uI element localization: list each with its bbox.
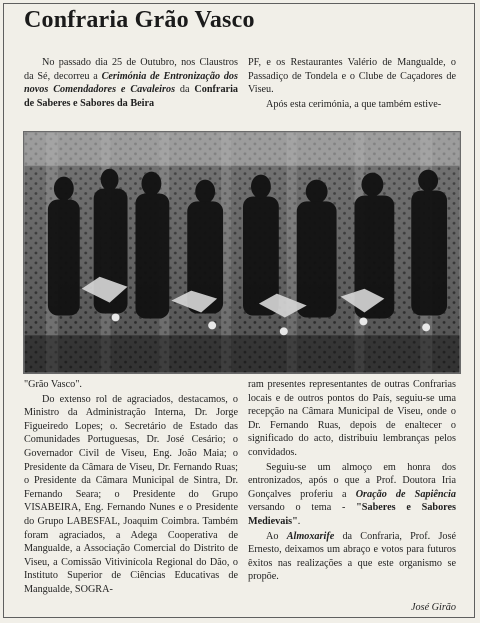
body-right-paragraph-2-middle: versando o tema -	[248, 502, 357, 514]
body-left-column	[24, 378, 238, 597]
body-right-column	[248, 378, 456, 584]
intro-left-connector: da	[175, 84, 195, 96]
body-left-paragraph-1: "Grão Vasco".	[24, 379, 82, 390]
body-right-paragraph-1: ram presentes representantes de outras Confrarias locais e de outros pontos do País, seguiu-se uma recepção na Câmara Municipal de Viseu, onde o Dr. Fernando Ruas, depois de enaltecer o significado do acto, distribuiu lembranças pelos convidados.	[248, 379, 456, 458]
intro-left-text: No passado dia 25 de Outubro, nos Claustros da Sé, decorreu a	[24, 57, 238, 82]
organization-name: Confraria de Saberes e Sabores da Beira	[24, 84, 238, 109]
ceremony-photo	[23, 131, 461, 374]
body-right-paragraph-2	[248, 461, 456, 529]
intro-left-column	[24, 56, 238, 110]
article-headline: Confraria Grão Vasco	[24, 7, 255, 33]
body-right-paragraph-3-end: da Confraria, Prof. José Ernesto, deixamos um abraço e votos para futuros êxitos nas realizações a que este organismo se propõe.	[248, 530, 456, 583]
oration-title: Oração de Sapiência	[355, 488, 456, 500]
intro-right-column	[248, 56, 456, 111]
article-signature: José Girão	[411, 602, 456, 613]
body-right-paragraph-3	[248, 530, 456, 584]
body-right-paragraph-2-start: Seguiu-se um almoço em honra dos entronizados, após o que a Prof. Doutora Iria Gonçalves proferiu a	[248, 461, 456, 500]
body-right-paragraph-2-end: .	[297, 515, 301, 527]
ceremony-photo-art	[24, 132, 460, 373]
ceremony-title: Cerimónia de Entronização dos novos Comendadores e Cavaleiros	[24, 70, 238, 96]
intro-left-paragraph	[24, 56, 238, 110]
body-left-paragraph-2: Do extenso rol de agraciados, destacamos, o Ministro da Administração Interna, Dr. Jorge Figueiredo Lopes; o. Secretário de Estado das Comunidades Portuguesas, Dr. José Cesário; o Governador Civil de Viseu, Eng. João Maia; o Presidente da Câmara de Viseu, Dr. Fernando Ruas; o Presidente da Câmara Municipal de Sintra, Dr. Fernando Seara; o Presidente do Grupo VISABEIRA, Eng. Fernando Nunes e o Presidente do Grupo LABESFAL, Joaquim Coimbra. Também foram agraciados, a Adega Cooperativa de Mangualde, a Associação Comercial do Distrito de Viseu, a Comissão Vitivinícola Regional do Dão, o Instituto Superior de Ciências Educativas de Mangualde, SOGRA-	[24, 393, 238, 595]
medieval-topic: "Saberes e Sabores Medievais"	[248, 502, 456, 527]
almoxarife-label: Almoxarife	[286, 530, 335, 542]
body-right-paragraph-3-start: Ao	[266, 530, 287, 542]
intro-right-paragraph-1: PF, e os Restaurantes Valério de Mangualde, o Passadiço de Tondela e o Clube de Caçadores de Viseu.	[248, 57, 456, 96]
intro-right-paragraph-2: Após esta cerimónia, a que também estive-	[266, 98, 442, 110]
